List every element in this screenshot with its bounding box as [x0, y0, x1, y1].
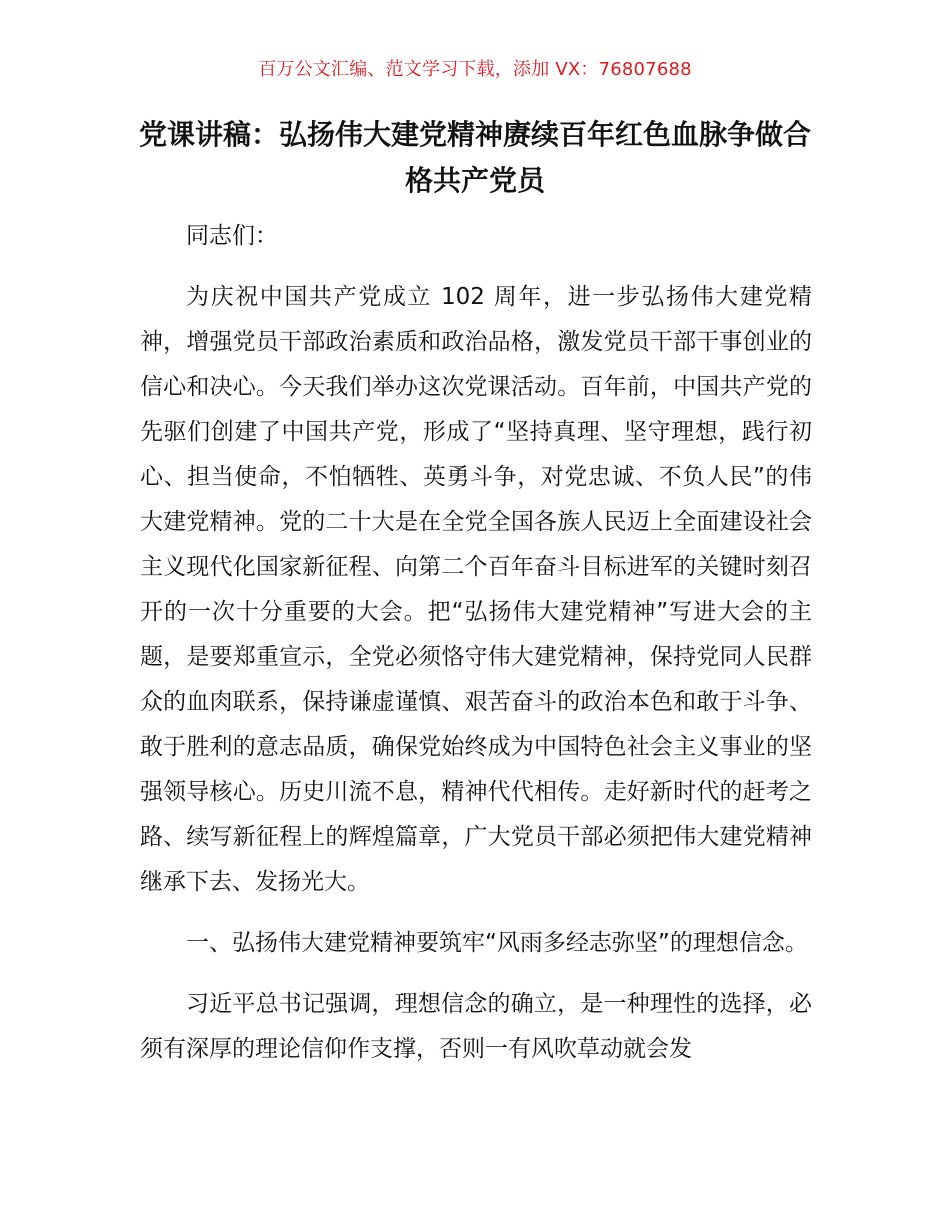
section-heading-one: 一、弘扬伟大建党精神要筑牢“风雨多经志弥坚”的理想信念。 — [186, 930, 808, 956]
paragraph-intro: 为庆祝中国共产党成立 102 周年，进一步弘扬伟大建党精神，增强党员干部政治素质和政治品格，激发党员干部干事创业的信心和决心。今天我们举办这次党课活动。百年前，中国共产党的先驱们创建了中国共产党，形成了“坚持真理、坚守理想，践行初心、担当使命，不怕牺牲、英勇斗争，对党忠诚、不负人民”的伟大建党精神。党的二十大是在全党全国各族人民迈上全面建设社会主义现代化国家新征程、向第二个百年奋斗目标进军的关键时刻召开的一次十分重要的大会。把“弘扬伟大建党精神”写进大会的主题，是要郑重宣示，全党必须恪守伟大建党精神，保持党同人民群众的血肉联系，保持谦虚谨慎、艰苦奋斗的政治本色和敢于斗争、敢于胜利的意志品质，确保党始终成为中国特色社会主义事业的坚强领导核心。历史川流不息，精神代代相传。走好新时代的赶考之路、续写新征程上的辉煌篇章，广大党员干部必须把伟大建党精神继承下去、发扬光大。 — [140, 284, 812, 895]
salutation: 同志们： — [186, 223, 278, 249]
header-banner: 百万公文汇编、范文学习下载，添加 VX：76807688 — [258, 59, 692, 80]
document-title: 党课讲稿：弘扬伟大建党精神赓续百年红色血脉争做合格共产党员 — [138, 118, 811, 197]
document-body — [140, 214, 812, 1072]
paragraph-section-one: 习近平总书记强调，理想信念的确立，是一种理性的选择，必须有深厚的理论信仰作支撑，否则一有风吹草动就会发 — [140, 991, 812, 1062]
